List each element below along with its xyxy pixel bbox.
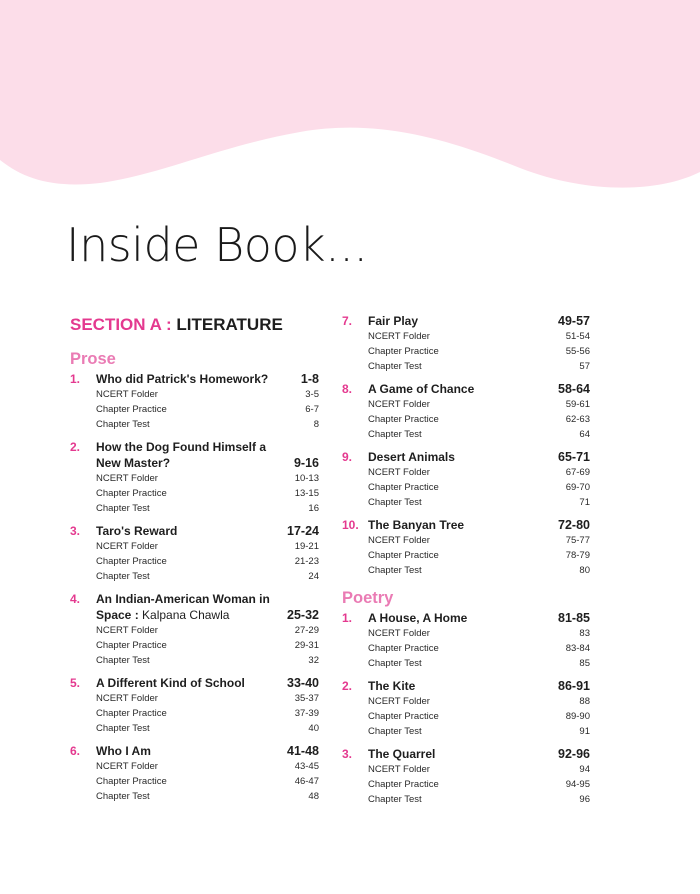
chapter-title-row xyxy=(368,381,590,397)
chapter-title-text: Desert Animals xyxy=(368,450,455,464)
ncert-folder-pages: 3-5 xyxy=(305,389,319,400)
chapter-test-label: Chapter Test xyxy=(96,791,150,802)
chapter-practice-pages: 69-70 xyxy=(565,482,590,493)
chapter-title xyxy=(368,678,415,694)
chapter-practice-row xyxy=(368,641,590,656)
chapter-body xyxy=(368,517,590,578)
ncert-folder-pages: 75-77 xyxy=(565,535,590,546)
toc-entry xyxy=(70,371,319,432)
ncert-folder-pages: 35-37 xyxy=(294,693,319,704)
chapter-test-pages: 85 xyxy=(579,658,590,669)
chapter-practice-row xyxy=(96,706,319,721)
chapter-title-text: An Indian-American Woman in Space : xyxy=(96,592,270,622)
chapter-title xyxy=(368,381,474,397)
ncert-folder-pages: 83 xyxy=(579,628,590,639)
chapter-body xyxy=(368,746,590,807)
chapter-practice-row xyxy=(96,774,319,789)
chapter-title xyxy=(96,439,276,471)
chapter-title-text: A Different Kind of School xyxy=(96,676,245,690)
ncert-folder-row xyxy=(96,691,319,706)
chapter-test-pages: 64 xyxy=(579,429,590,440)
chapter-practice-pages: 62-63 xyxy=(565,414,590,425)
chapter-test-pages: 96 xyxy=(579,794,590,805)
chapter-test-row xyxy=(96,417,319,432)
wave-shape xyxy=(0,0,700,188)
chapter-practice-pages: 21-23 xyxy=(294,556,319,567)
ncert-folder-label: NCERT Folder xyxy=(96,625,158,636)
chapter-number: 1. xyxy=(70,372,81,386)
chapter-body xyxy=(368,610,590,671)
chapter-test-label: Chapter Test xyxy=(368,497,422,508)
chapter-practice-row xyxy=(96,402,319,417)
ncert-folder-label: NCERT Folder xyxy=(96,473,158,484)
chapter-title-text: Who I Am xyxy=(96,744,151,758)
ncert-folder-pages: 19-21 xyxy=(294,541,319,552)
chapter-test-pages: 8 xyxy=(313,419,319,430)
chapter-practice-pages: 37-39 xyxy=(294,708,319,719)
chapter-test-label: Chapter Test xyxy=(96,419,150,430)
chapter-page-range: 49-57 xyxy=(558,314,590,328)
ncert-folder-label: NCERT Folder xyxy=(96,541,158,552)
ncert-folder-row xyxy=(96,471,319,486)
ncert-folder-row xyxy=(368,329,590,344)
chapter-body xyxy=(368,313,590,374)
chapter-practice-label: Chapter Practice xyxy=(96,488,167,499)
chapter-title-row xyxy=(96,371,319,387)
chapter-subtitle: Kalpana Chawla xyxy=(142,608,230,622)
chapter-test-pages: 32 xyxy=(308,655,319,666)
chapter-title xyxy=(368,313,418,329)
ncert-folder-row xyxy=(96,759,319,774)
ncert-folder-pages: 51-54 xyxy=(565,331,590,342)
chapter-title-row xyxy=(368,610,590,626)
chapter-title-text: The Quarrel xyxy=(368,747,436,761)
ncert-folder-label: NCERT Folder xyxy=(96,693,158,704)
ncert-folder-pages: 67-69 xyxy=(565,467,590,478)
chapter-title-row xyxy=(368,313,590,329)
chapter-title xyxy=(96,675,245,691)
chapter-body xyxy=(96,371,319,432)
chapter-test-label: Chapter Test xyxy=(96,571,150,582)
chapter-title-row xyxy=(368,678,590,694)
chapter-practice-row xyxy=(368,412,590,427)
chapter-title-row xyxy=(368,517,590,533)
chapter-title-row xyxy=(96,523,319,539)
chapter-practice-label: Chapter Practice xyxy=(96,708,167,719)
chapter-number: 7. xyxy=(342,314,353,328)
chapter-body xyxy=(368,381,590,442)
chapter-body xyxy=(96,523,319,584)
ncert-folder-row xyxy=(368,694,590,709)
chapter-practice-row xyxy=(368,709,590,724)
chapter-practice-row xyxy=(368,548,590,563)
chapter-test-pages: 80 xyxy=(579,565,590,576)
chapter-practice-label: Chapter Practice xyxy=(368,550,439,561)
chapter-test-pages: 91 xyxy=(579,726,590,737)
ncert-folder-row xyxy=(96,623,319,638)
toc-entry xyxy=(70,743,319,804)
toc-entry xyxy=(342,449,590,510)
chapter-page-range: 92-96 xyxy=(558,747,590,761)
chapter-title xyxy=(368,517,464,533)
chapter-title-text: A Game of Chance xyxy=(368,382,475,396)
ncert-folder-label: NCERT Folder xyxy=(368,696,430,707)
toc-entry xyxy=(342,746,590,807)
chapter-test-row xyxy=(368,563,590,578)
section-heading xyxy=(70,313,319,337)
chapter-page-range: 86-91 xyxy=(558,679,590,693)
chapter-practice-row xyxy=(368,480,590,495)
ncert-folder-row xyxy=(368,762,590,777)
chapter-test-row xyxy=(368,495,590,510)
chapter-page-range: 41-48 xyxy=(287,744,319,758)
chapter-number: 9. xyxy=(342,450,353,464)
section-prefix: SECTION A : xyxy=(70,315,172,334)
chapter-number: 2. xyxy=(70,440,81,454)
chapter-practice-pages: 55-56 xyxy=(565,346,590,357)
chapter-test-label: Chapter Test xyxy=(96,503,150,514)
chapter-practice-label: Chapter Practice xyxy=(96,404,167,415)
chapter-title-row xyxy=(96,439,319,471)
chapter-test-label: Chapter Test xyxy=(96,655,150,666)
ncert-folder-label: NCERT Folder xyxy=(368,628,430,639)
chapter-practice-row xyxy=(96,638,319,653)
chapter-test-row xyxy=(96,789,319,804)
chapter-test-label: Chapter Test xyxy=(368,361,422,372)
chapter-test-pages: 40 xyxy=(308,723,319,734)
toc-entry xyxy=(70,523,319,584)
chapter-practice-pages: 29-31 xyxy=(294,640,319,651)
ncert-folder-row xyxy=(368,397,590,412)
poetry-list xyxy=(342,610,590,807)
chapter-practice-pages: 89-90 xyxy=(565,711,590,722)
toc-entry xyxy=(342,381,590,442)
chapter-test-label: Chapter Test xyxy=(368,565,422,576)
chapter-title-text: The Banyan Tree xyxy=(368,518,465,532)
chapter-title xyxy=(96,743,151,759)
chapter-title-text: Taro's Reward xyxy=(96,524,178,538)
chapter-test-label: Chapter Test xyxy=(368,658,422,669)
toc-entry xyxy=(342,678,590,739)
chapter-test-row xyxy=(368,724,590,739)
chapter-practice-label: Chapter Practice xyxy=(96,776,167,787)
ncert-folder-label: NCERT Folder xyxy=(368,399,430,410)
chapter-number: 3. xyxy=(342,747,353,761)
toc-column-right xyxy=(342,313,590,814)
chapter-practice-pages: 46-47 xyxy=(294,776,319,787)
chapter-test-row xyxy=(368,427,590,442)
ncert-folder-label: NCERT Folder xyxy=(368,467,430,478)
chapter-page-range: 1-8 xyxy=(300,372,319,386)
chapter-practice-row xyxy=(96,486,319,501)
poetry-heading: Poetry xyxy=(342,589,394,607)
chapter-title-row xyxy=(368,449,590,465)
ncert-folder-pages: 59-61 xyxy=(565,399,590,410)
ncert-folder-row xyxy=(368,626,590,641)
chapter-title-row xyxy=(96,743,319,759)
chapter-test-pages: 24 xyxy=(308,571,319,582)
ncert-folder-row xyxy=(368,465,590,480)
chapter-test-row xyxy=(96,653,319,668)
chapter-practice-pages: 13-15 xyxy=(294,488,319,499)
ncert-folder-label: NCERT Folder xyxy=(96,761,158,772)
chapter-test-row xyxy=(368,792,590,807)
chapter-page-range: 58-64 xyxy=(558,382,590,396)
ncert-folder-row xyxy=(96,387,319,402)
chapter-practice-label: Chapter Practice xyxy=(368,779,439,790)
chapter-title xyxy=(96,591,276,623)
chapter-practice-pages: 83-84 xyxy=(565,643,590,654)
chapter-body xyxy=(96,439,319,516)
chapter-test-row xyxy=(368,359,590,374)
ncert-folder-pages: 43-45 xyxy=(294,761,319,772)
chapter-test-row xyxy=(96,721,319,736)
chapter-title-row xyxy=(368,746,590,762)
chapter-body xyxy=(368,449,590,510)
chapter-title-text: How the Dog Found Himself a New Master? xyxy=(96,440,266,470)
ncert-folder-pages: 88 xyxy=(579,696,590,707)
prose-list-continued xyxy=(342,313,590,578)
chapter-practice-pages: 94-95 xyxy=(565,779,590,790)
chapter-body xyxy=(96,675,319,736)
chapter-practice-label: Chapter Practice xyxy=(368,711,439,722)
chapter-practice-label: Chapter Practice xyxy=(96,640,167,651)
chapter-number: 5. xyxy=(70,676,81,690)
chapter-practice-label: Chapter Practice xyxy=(96,556,167,567)
chapter-test-row xyxy=(368,656,590,671)
chapter-practice-label: Chapter Practice xyxy=(368,643,439,654)
chapter-title xyxy=(368,610,467,626)
ncert-folder-label: NCERT Folder xyxy=(368,331,430,342)
chapter-number: 3. xyxy=(70,524,81,538)
chapter-test-label: Chapter Test xyxy=(96,723,150,734)
chapter-practice-label: Chapter Practice xyxy=(368,414,439,425)
chapter-title-text: A House, A Home xyxy=(368,611,468,625)
chapter-title-text: Who did Patrick's Homework? xyxy=(96,372,269,386)
chapter-practice-row xyxy=(368,344,590,359)
prose-heading: Prose xyxy=(70,350,116,368)
chapter-practice-pages: 78-79 xyxy=(565,550,590,561)
chapter-number: 8. xyxy=(342,382,353,396)
ncert-folder-pages: 27-29 xyxy=(294,625,319,636)
chapter-title-text: The Kite xyxy=(368,679,416,693)
section-name: LITERATURE xyxy=(176,315,283,334)
chapter-title-text: Fair Play xyxy=(368,314,419,328)
chapter-page-range: 25-32 xyxy=(287,608,319,622)
chapter-title-row xyxy=(96,591,319,623)
toc-column-left xyxy=(70,313,319,811)
chapter-number: 1. xyxy=(342,611,353,625)
chapter-page-range: 9-16 xyxy=(293,456,319,470)
header-wave-decoration xyxy=(0,0,700,200)
chapter-practice-label: Chapter Practice xyxy=(368,346,439,357)
chapter-page-range: 17-24 xyxy=(287,524,319,538)
chapter-test-label: Chapter Test xyxy=(368,726,422,737)
chapter-title xyxy=(96,523,177,539)
chapter-page-range: 81-85 xyxy=(558,611,590,625)
chapter-page-range: 65-71 xyxy=(558,450,590,464)
toc-entry xyxy=(342,610,590,671)
chapter-title xyxy=(96,371,268,387)
chapter-body xyxy=(368,678,590,739)
toc-entry xyxy=(342,313,590,374)
chapter-title-row xyxy=(96,675,319,691)
chapter-test-pages: 57 xyxy=(579,361,590,372)
chapter-page-range: 33-40 xyxy=(287,676,319,690)
chapter-test-pages: 48 xyxy=(308,791,319,802)
chapter-number: 10. xyxy=(342,518,359,532)
prose-list xyxy=(70,371,319,804)
chapter-body xyxy=(96,743,319,804)
toc-entry xyxy=(70,439,319,516)
chapter-test-pages: 16 xyxy=(308,503,319,514)
chapter-practice-row xyxy=(96,554,319,569)
chapter-title xyxy=(368,449,455,465)
chapter-practice-label: Chapter Practice xyxy=(368,482,439,493)
toc-entry xyxy=(70,591,319,668)
ncert-folder-row xyxy=(368,533,590,548)
page-title: Inside Book... xyxy=(66,218,368,272)
chapter-test-label: Chapter Test xyxy=(368,794,422,805)
chapter-test-row xyxy=(96,569,319,584)
ncert-folder-label: NCERT Folder xyxy=(368,764,430,775)
chapter-number: 6. xyxy=(70,744,81,758)
chapter-practice-pages: 6-7 xyxy=(305,404,319,415)
chapter-practice-row xyxy=(368,777,590,792)
ncert-folder-pages: 94 xyxy=(579,764,590,775)
chapter-body xyxy=(96,591,319,668)
toc-entry xyxy=(70,675,319,736)
chapter-number: 2. xyxy=(342,679,353,693)
chapter-number: 4. xyxy=(70,592,81,606)
ncert-folder-label: NCERT Folder xyxy=(96,389,158,400)
chapter-test-label: Chapter Test xyxy=(368,429,422,440)
chapter-test-row xyxy=(96,501,319,516)
chapter-title xyxy=(368,746,435,762)
chapter-page-range: 72-80 xyxy=(558,518,590,532)
toc-entry xyxy=(342,517,590,578)
ncert-folder-label: NCERT Folder xyxy=(368,535,430,546)
ncert-folder-pages: 10-13 xyxy=(294,473,319,484)
chapter-test-pages: 71 xyxy=(579,497,590,508)
ncert-folder-row xyxy=(96,539,319,554)
